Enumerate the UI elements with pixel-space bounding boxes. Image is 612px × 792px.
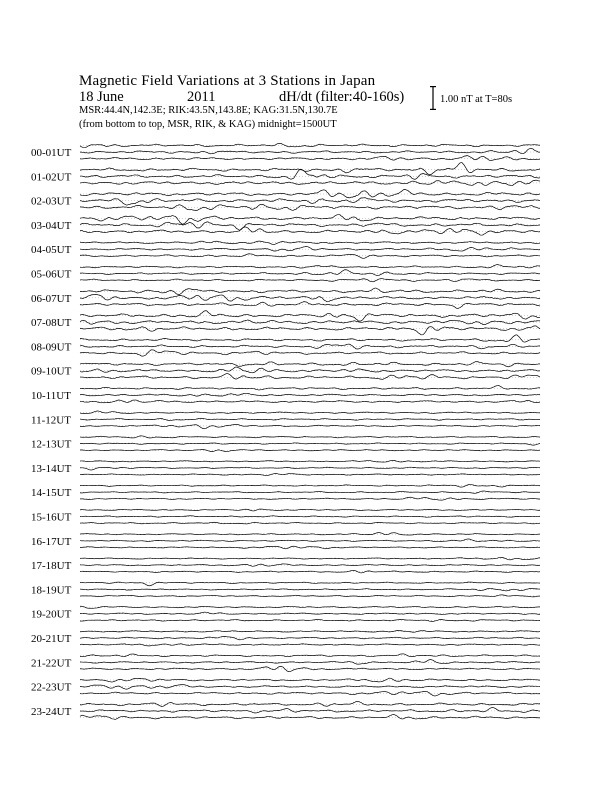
trace-19-KAG (80, 606, 540, 608)
trace-20-KAG (80, 631, 540, 633)
hour-label-19: 19-20UT (31, 608, 72, 621)
hour-label-0: 00-01UT (31, 147, 72, 159)
hour-label-6: 06-07UT (31, 292, 72, 305)
trace-11-KAG (80, 411, 540, 414)
trace-15-KAG (80, 509, 540, 511)
hour-label-1: 01-02UT (31, 171, 72, 184)
trace-8-RIK (80, 344, 540, 349)
trace-23-MSR (80, 714, 540, 719)
hour-label-23: 23-24UT (31, 705, 72, 718)
trace-12-MSR (80, 449, 540, 451)
hour-label-3: 03-04UT (31, 219, 72, 232)
trace-20-RIK (80, 636, 540, 639)
trace-3-MSR (80, 227, 540, 235)
trace-5-KAG (80, 265, 540, 268)
trace-4-KAG (80, 241, 540, 244)
trace-17-MSR (80, 570, 540, 572)
hour-label-20: 20-21UT (31, 633, 72, 645)
trace-16-MSR (80, 546, 540, 549)
trace-21-RIK (80, 660, 540, 665)
trace-14-MSR (80, 497, 540, 500)
trace-18-KAG (80, 582, 540, 586)
hour-label-7: 07-08UT (31, 317, 72, 330)
trace-10-KAG (80, 386, 540, 390)
hour-label-12: 12-13UT (31, 438, 72, 451)
trace-10-RIK (80, 393, 540, 396)
trace-2-MSR (80, 205, 540, 211)
trace-22-RIK (80, 685, 540, 690)
trace-13-RIK (80, 467, 540, 470)
hour-label-5: 05-06UT (31, 268, 72, 281)
trace-16-RIK (80, 539, 540, 542)
hour-label-10: 10-11UT (31, 390, 71, 402)
hour-label-11: 11-12UT (31, 414, 71, 427)
trace-14-KAG (80, 484, 540, 487)
trace-1-KAG (80, 163, 540, 175)
trace-21-KAG (80, 654, 540, 657)
trace-20-MSR (80, 644, 540, 646)
trace-14-RIK (80, 491, 540, 493)
trace-23-KAG (80, 702, 540, 707)
trace-18-MSR (80, 595, 540, 597)
trace-23-RIK (80, 708, 540, 713)
trace-11-MSR (80, 424, 540, 428)
trace-4-MSR (80, 254, 540, 259)
year-label: 2011 (187, 89, 216, 105)
trace-15-MSR (80, 522, 540, 524)
trace-3-KAG (80, 215, 540, 225)
trace-0-KAG (80, 143, 540, 147)
trace-9-RIK (80, 367, 540, 373)
trace-16-KAG (80, 533, 540, 535)
trace-13-MSR (80, 474, 540, 476)
hour-label-13: 13-14UT (31, 462, 72, 475)
trace-0-MSR (80, 156, 540, 161)
trace-7-KAG (80, 311, 540, 321)
trace-3-RIK (80, 222, 540, 230)
trace-2-KAG (80, 189, 540, 197)
hour-label-2: 02-03UT (31, 195, 72, 208)
trace-22-MSR (80, 691, 540, 696)
trace-7-MSR (80, 326, 540, 335)
trace-8-KAG (80, 335, 540, 342)
trace-9-MSR (80, 373, 540, 379)
order-note: (from bottom to top, MSR, RIK, & KAG) midnight=1500UT (79, 119, 337, 130)
hour-label-8: 08-09UT (31, 341, 72, 354)
trace-6-MSR (80, 302, 540, 309)
hour-label-22: 22-23UT (31, 681, 72, 694)
trace-6-RIK (80, 294, 540, 301)
stations-label: MSR:44.4N,142.3E; RIK:43.5N,143.8E; KAG:31.5N,130.7E (79, 105, 338, 116)
hour-label-16: 16-17UT (31, 535, 72, 548)
trace-13-KAG (80, 460, 540, 462)
trace-10-MSR (80, 400, 540, 403)
hour-label-14: 14-15UT (31, 487, 72, 500)
scale-label: 1.00 nT at T=80s (440, 94, 513, 105)
trace-2-RIK (80, 198, 540, 205)
trace-18-RIK (80, 588, 540, 590)
trace-0-RIK (80, 148, 540, 154)
quantity-label: dH/dt (filter:40-160s) (279, 89, 405, 105)
trace-11-RIK (80, 418, 540, 420)
trace-17-RIK (80, 564, 540, 566)
trace-9-KAG (80, 362, 540, 367)
trace-22-KAG (80, 678, 540, 682)
hour-label-9: 09-10UT (31, 365, 72, 378)
hour-label-18: 18-19UT (31, 584, 72, 597)
hour-label-17: 17-18UT (31, 560, 72, 573)
hour-label-21: 21-22UT (31, 657, 72, 670)
date-label: 18 June (79, 89, 124, 105)
trace-12-RIK (80, 443, 540, 445)
hour-label-4: 04-05UT (31, 244, 72, 257)
hour-label-15: 15-16UT (31, 511, 72, 524)
trace-15-RIK (80, 516, 540, 518)
trace-4-RIK (80, 246, 540, 251)
trace-19-RIK (80, 612, 540, 614)
chart-title: Magnetic Field Variations at 3 Stations in Japan (79, 73, 376, 89)
trace-5-RIK (80, 270, 540, 276)
